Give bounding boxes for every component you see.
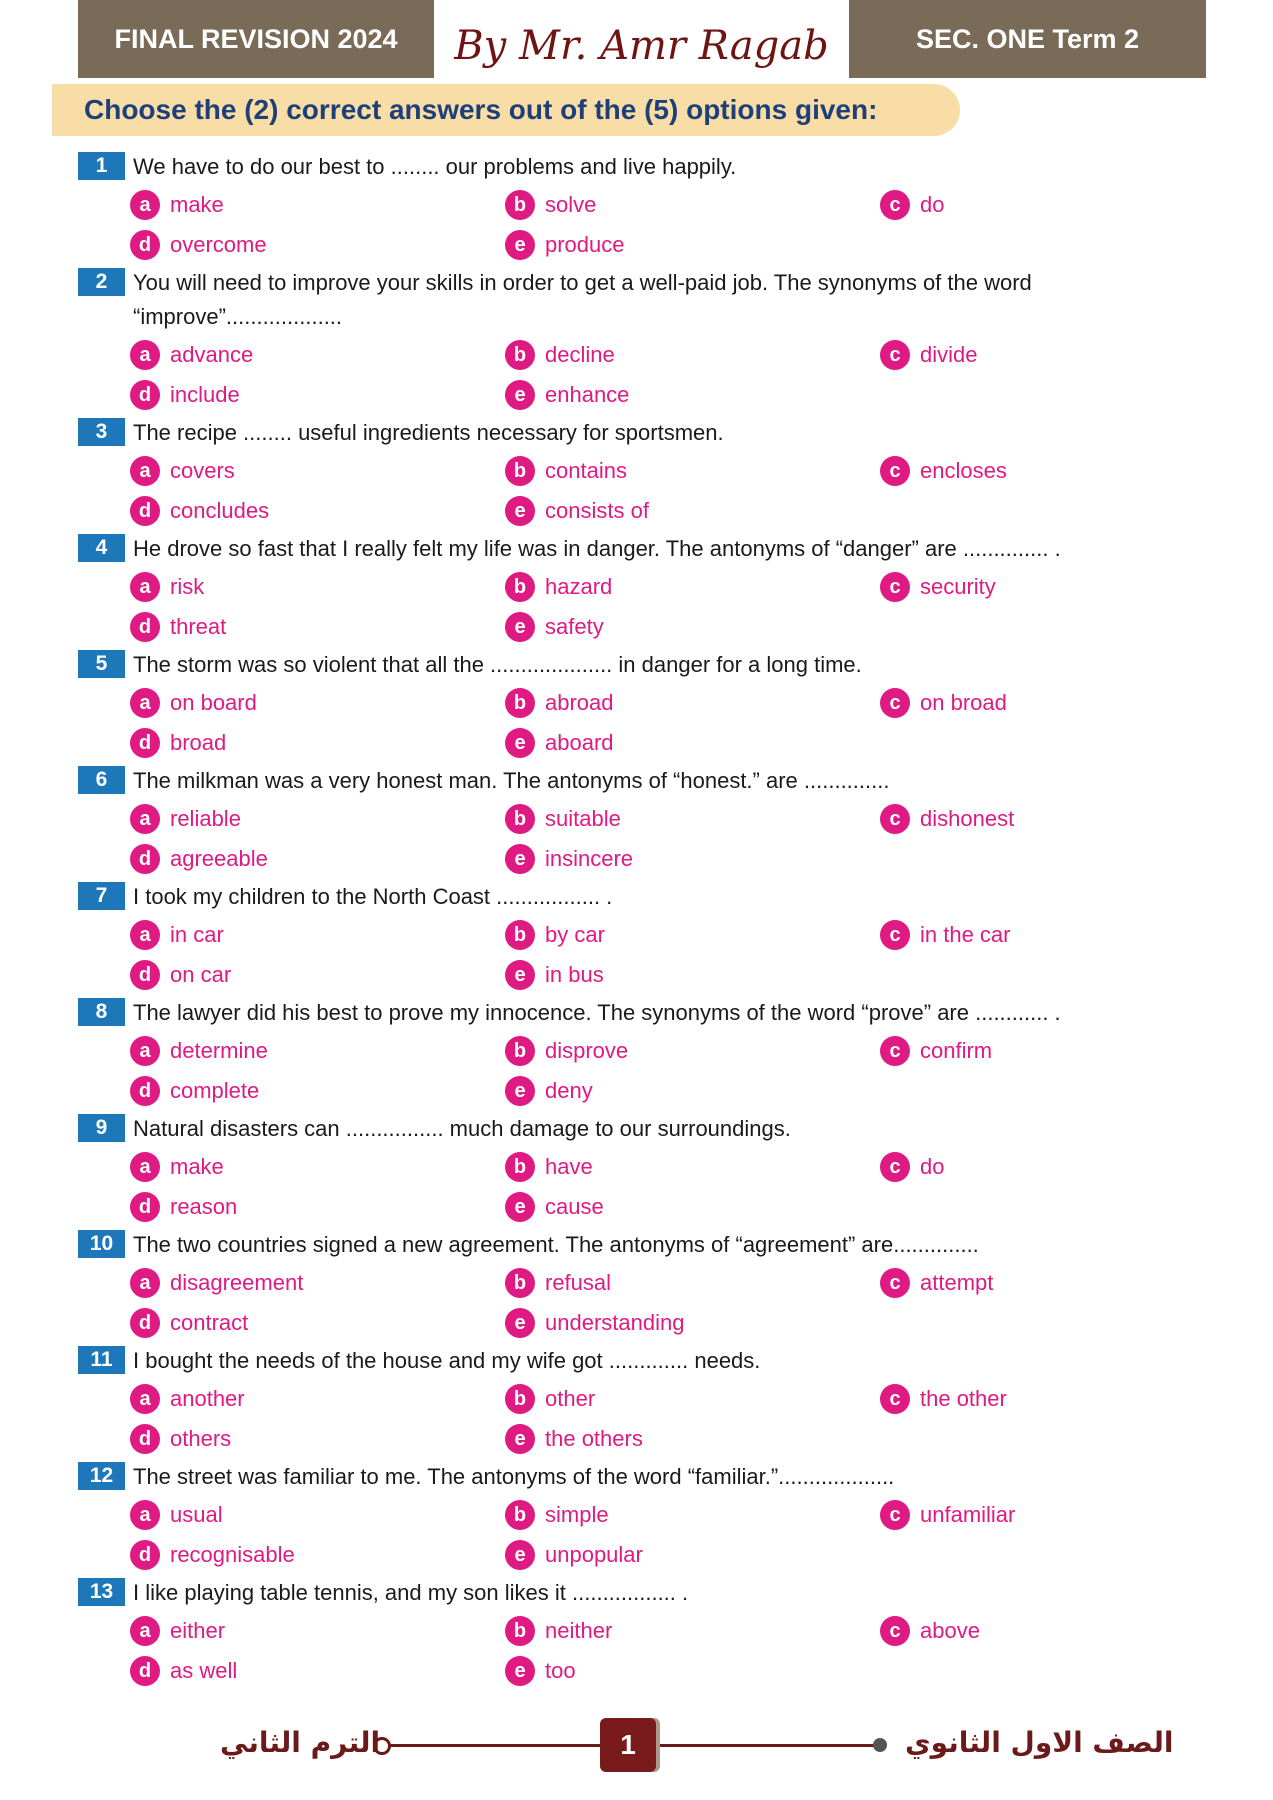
option-letter-badge: d xyxy=(130,496,160,526)
option-label: confirm xyxy=(920,1038,993,1063)
question-text: I like playing table tennis, and my son likes it ................. . xyxy=(133,1580,689,1605)
answer-options xyxy=(78,802,1158,882)
option-letter-badge: c xyxy=(880,804,910,834)
option-letter-badge: e xyxy=(505,1424,535,1454)
answer-options xyxy=(78,338,1158,418)
question-text: The milkman was a very honest man. The antonyms of “honest.” are .............. xyxy=(133,768,890,793)
option-label: on broad xyxy=(920,690,1007,715)
option-label: disagreement xyxy=(170,1270,304,1295)
option-letter-badge: e xyxy=(505,844,535,874)
option-letter-badge: b xyxy=(505,920,535,950)
option-letter-badge: b xyxy=(505,804,535,834)
answer-option-b[interactable] xyxy=(505,188,596,222)
option-letter-badge: c xyxy=(880,1384,910,1414)
answer-option-a[interactable] xyxy=(130,1498,223,1532)
question-number: 3 xyxy=(78,418,125,446)
answer-option-b[interactable] xyxy=(505,454,627,488)
question-number: 2 xyxy=(78,268,125,296)
answer-options xyxy=(78,1034,1158,1114)
option-letter-badge: b xyxy=(505,340,535,370)
option-label: make xyxy=(170,1154,224,1179)
option-letter-badge: a xyxy=(130,456,160,486)
option-letter-badge: e xyxy=(505,728,535,758)
option-label: do xyxy=(920,1154,945,1179)
option-letter-badge: d xyxy=(130,728,160,758)
option-label: unpopular xyxy=(545,1542,643,1567)
answer-option-d[interactable] xyxy=(130,610,226,644)
answer-option-d[interactable] xyxy=(130,378,240,412)
question-text: I bought the needs of the house and my wife got ............. needs. xyxy=(133,1348,761,1373)
footer-dot-ornament xyxy=(873,1738,887,1752)
option-letter-badge: a xyxy=(130,1616,160,1646)
question-block xyxy=(78,1460,1158,1578)
answer-option-a[interactable] xyxy=(130,918,224,952)
question-line xyxy=(78,266,1158,334)
question-text: I took my children to the North Coast ................. . xyxy=(133,884,613,909)
option-letter-badge: d xyxy=(130,1424,160,1454)
option-label: too xyxy=(545,1658,576,1683)
answer-option-d[interactable] xyxy=(130,494,269,528)
option-label: the other xyxy=(920,1386,1007,1411)
answer-option-b[interactable] xyxy=(505,1382,595,1416)
option-label: other xyxy=(545,1386,596,1411)
answer-option-b[interactable] xyxy=(505,918,605,952)
option-label: divide xyxy=(920,342,978,367)
question-line xyxy=(78,150,1158,184)
option-label: security xyxy=(920,574,996,599)
option-letter-badge: b xyxy=(505,1268,535,1298)
option-letter-badge: b xyxy=(505,456,535,486)
answer-options xyxy=(78,188,1158,268)
option-letter-badge: d xyxy=(130,612,160,642)
answer-option-e[interactable] xyxy=(505,610,604,644)
question-block xyxy=(78,764,1158,882)
answer-option-c[interactable] xyxy=(880,802,1014,836)
option-label: disprove xyxy=(545,1038,629,1063)
option-label: abroad xyxy=(545,690,614,715)
option-label: on car xyxy=(170,962,232,987)
option-label: contains xyxy=(545,458,627,483)
answer-option-c[interactable] xyxy=(880,188,944,222)
option-label: include xyxy=(170,382,240,407)
option-label: broad xyxy=(170,730,227,755)
answer-option-b[interactable] xyxy=(505,570,612,604)
page-number: 1 xyxy=(600,1718,656,1772)
question-number: 9 xyxy=(78,1114,125,1142)
question-line xyxy=(78,1460,1158,1494)
option-label: deny xyxy=(545,1078,593,1103)
answer-option-d[interactable] xyxy=(130,1306,248,1340)
question-block xyxy=(78,1576,1158,1694)
answer-option-c[interactable] xyxy=(880,1382,1007,1416)
option-letter-badge: d xyxy=(130,230,160,260)
option-letter-badge: a xyxy=(130,190,160,220)
question-number: 10 xyxy=(78,1230,125,1258)
option-label: make xyxy=(170,192,224,217)
question-line xyxy=(78,1112,1158,1146)
answer-option-c[interactable] xyxy=(880,1034,992,1068)
answer-option-e[interactable] xyxy=(505,494,649,528)
option-letter-badge: b xyxy=(505,572,535,602)
option-label: hazard xyxy=(545,574,613,599)
option-label: by car xyxy=(545,922,605,947)
option-letter-badge: e xyxy=(505,380,535,410)
option-label: complete xyxy=(170,1078,260,1103)
option-letter-badge: c xyxy=(880,190,910,220)
answer-option-c[interactable] xyxy=(880,1150,944,1184)
option-letter-badge: b xyxy=(505,1616,535,1646)
option-label: advance xyxy=(170,342,254,367)
answer-option-d[interactable] xyxy=(130,1422,231,1456)
question-text: The storm was so violent that all the .................... in danger for a long time. xyxy=(133,652,862,677)
answer-option-e[interactable] xyxy=(505,1538,643,1572)
option-label: contract xyxy=(170,1310,249,1335)
question-block xyxy=(78,648,1158,766)
answer-option-e[interactable] xyxy=(505,228,625,262)
answer-option-b[interactable] xyxy=(505,1150,593,1184)
answer-option-c[interactable] xyxy=(880,1498,1015,1532)
answer-option-d[interactable] xyxy=(130,228,267,262)
option-letter-badge: b xyxy=(505,1500,535,1530)
option-letter-badge: e xyxy=(505,612,535,642)
option-letter-badge: e xyxy=(505,1076,535,1106)
question-block xyxy=(78,1112,1158,1230)
option-letter-badge: c xyxy=(880,688,910,718)
option-letter-badge: c xyxy=(880,1036,910,1066)
question-text: Natural disasters can ................ much damage to our surroundings. xyxy=(133,1116,791,1141)
answer-option-d[interactable] xyxy=(130,1074,259,1108)
answer-option-b[interactable] xyxy=(505,1034,628,1068)
option-label: others xyxy=(170,1426,232,1451)
question-number: 12 xyxy=(78,1462,125,1490)
answer-option-a[interactable] xyxy=(130,570,204,604)
answer-option-d[interactable] xyxy=(130,1538,295,1572)
header-right-title: SEC. ONE Term 2 xyxy=(849,0,1206,78)
answer-option-c[interactable] xyxy=(880,338,977,372)
question-text: You will need to improve your skills in order to get a well-paid job. The synonyms of the word “improve”................... xyxy=(133,270,1032,329)
option-letter-badge: e xyxy=(505,1192,535,1222)
answer-option-a[interactable] xyxy=(130,802,241,836)
option-letter-badge: e xyxy=(505,1540,535,1570)
option-label: neither xyxy=(545,1618,613,1643)
answer-options xyxy=(78,454,1158,534)
question-block xyxy=(78,416,1158,534)
answer-options xyxy=(78,686,1158,766)
question-block xyxy=(78,1344,1158,1462)
option-label: aboard xyxy=(545,730,614,755)
answer-option-e[interactable] xyxy=(505,378,629,412)
answer-option-e[interactable] xyxy=(505,958,604,992)
option-label: reason xyxy=(170,1194,238,1219)
answer-option-e[interactable] xyxy=(505,1074,593,1108)
answer-options xyxy=(78,1382,1158,1462)
option-letter-badge: b xyxy=(505,1152,535,1182)
option-label: in the car xyxy=(920,922,1011,947)
option-label: on board xyxy=(170,690,257,715)
answer-option-c[interactable] xyxy=(880,570,996,604)
answer-option-b[interactable] xyxy=(505,338,615,372)
answer-options xyxy=(78,570,1158,650)
option-letter-badge: e xyxy=(505,1308,535,1338)
option-label: do xyxy=(920,192,945,217)
answer-option-a[interactable] xyxy=(130,338,253,372)
option-letter-badge: a xyxy=(130,1384,160,1414)
option-letter-badge: e xyxy=(505,230,535,260)
answer-option-c[interactable] xyxy=(880,686,1007,720)
option-letter-badge: a xyxy=(130,572,160,602)
option-letter-badge: c xyxy=(880,1268,910,1298)
answer-option-d[interactable] xyxy=(130,842,268,876)
option-letter-badge: d xyxy=(130,1540,160,1570)
answer-option-d[interactable] xyxy=(130,1190,237,1224)
option-label: determine xyxy=(170,1038,268,1063)
option-letter-badge: b xyxy=(505,1036,535,1066)
option-label: the others xyxy=(545,1426,643,1451)
answer-option-c[interactable] xyxy=(880,918,1011,952)
option-label: another xyxy=(170,1386,245,1411)
question-line xyxy=(78,996,1158,1030)
option-letter-badge: e xyxy=(505,1656,535,1686)
option-label: concludes xyxy=(170,498,270,523)
option-label: dishonest xyxy=(920,806,1015,831)
answer-option-e[interactable] xyxy=(505,1190,604,1224)
answer-option-e[interactable] xyxy=(505,1306,684,1340)
answer-options xyxy=(78,1266,1158,1346)
option-letter-badge: c xyxy=(880,1152,910,1182)
option-letter-badge: e xyxy=(505,960,535,990)
question-number: 4 xyxy=(78,534,125,562)
option-label: understanding xyxy=(545,1310,685,1335)
question-number: 13 xyxy=(78,1578,125,1606)
option-letter-badge: a xyxy=(130,1036,160,1066)
answer-option-a[interactable] xyxy=(130,1382,245,1416)
option-label: consists of xyxy=(545,498,649,523)
answer-option-a[interactable] xyxy=(130,188,224,222)
option-label: reliable xyxy=(170,806,241,831)
footer-grade-label: الصف الاول الثانوي xyxy=(905,1726,1174,1759)
option-letter-badge: d xyxy=(130,844,160,874)
answer-options xyxy=(78,918,1158,998)
option-label: have xyxy=(545,1154,593,1179)
option-letter-badge: b xyxy=(505,688,535,718)
option-letter-badge: d xyxy=(130,380,160,410)
question-line xyxy=(78,416,1158,450)
header-left-title: FINAL REVISION 2024 xyxy=(78,0,434,78)
answer-option-b[interactable] xyxy=(505,1614,612,1648)
instruction-banner: Choose the (2) correct answers out of the (5) options given: xyxy=(52,84,960,136)
answer-option-a[interactable] xyxy=(130,686,257,720)
option-letter-badge: c xyxy=(880,572,910,602)
option-label: refusal xyxy=(545,1270,612,1295)
question-text: The lawyer did his best to prove my innocence. The synonyms of the word “prove” are ............ . xyxy=(133,1000,1061,1025)
option-letter-badge: c xyxy=(880,456,910,486)
question-number: 1 xyxy=(78,152,125,180)
answer-option-b[interactable] xyxy=(505,686,614,720)
question-text: The recipe ........ useful ingredients necessary for sportsmen. xyxy=(133,420,724,445)
question-line xyxy=(78,1344,1158,1378)
answer-option-e[interactable] xyxy=(505,726,614,760)
question-number: 6 xyxy=(78,766,125,794)
answer-option-e[interactable] xyxy=(505,842,633,876)
option-letter-badge: c xyxy=(880,1500,910,1530)
answer-option-d[interactable] xyxy=(130,726,226,760)
option-label: safety xyxy=(545,614,604,639)
question-block xyxy=(78,996,1158,1114)
question-block xyxy=(78,266,1158,418)
question-text: The two countries signed a new agreement. The antonyms of “agreement” are.............. xyxy=(133,1232,979,1257)
question-text: We have to do our best to ........ our problems and live happily. xyxy=(133,154,737,179)
answer-option-c[interactable] xyxy=(880,1266,993,1300)
option-label: threat xyxy=(170,614,227,639)
option-label: insincere xyxy=(545,846,634,871)
option-label: unfamiliar xyxy=(920,1502,1016,1527)
option-label: produce xyxy=(545,232,625,257)
option-label: as well xyxy=(170,1658,238,1683)
answer-option-d[interactable] xyxy=(130,958,231,992)
question-block xyxy=(78,532,1158,650)
option-label: suitable xyxy=(545,806,621,831)
answer-options xyxy=(78,1150,1158,1230)
answer-option-a[interactable] xyxy=(130,1150,224,1184)
answer-options xyxy=(78,1614,1158,1694)
option-letter-badge: a xyxy=(130,1268,160,1298)
question-line xyxy=(78,1228,1158,1262)
option-letter-badge: a xyxy=(130,1152,160,1182)
option-label: cause xyxy=(545,1194,604,1219)
question-line xyxy=(78,648,1158,682)
question-text: The street was familiar to me. The antonyms of the word “familiar.”................... xyxy=(133,1464,895,1489)
answer-option-e[interactable] xyxy=(505,1654,576,1688)
answer-option-a[interactable] xyxy=(130,1614,225,1648)
question-block xyxy=(78,150,1158,268)
answer-options xyxy=(78,1498,1158,1578)
answer-option-b[interactable] xyxy=(505,802,621,836)
option-letter-badge: c xyxy=(880,340,910,370)
question-line xyxy=(78,880,1158,914)
option-label: solve xyxy=(545,192,597,217)
option-letter-badge: a xyxy=(130,1500,160,1530)
option-letter-badge: c xyxy=(880,1616,910,1646)
question-number: 11 xyxy=(78,1346,125,1374)
answer-option-e[interactable] xyxy=(505,1422,643,1456)
question-line xyxy=(78,1576,1158,1610)
option-label: covers xyxy=(170,458,235,483)
option-letter-badge: d xyxy=(130,1308,160,1338)
option-letter-badge: d xyxy=(130,1192,160,1222)
option-letter-badge: a xyxy=(130,340,160,370)
footer-term-label: الترم الثاني xyxy=(220,1726,381,1759)
option-label: risk xyxy=(170,574,205,599)
option-letter-badge: a xyxy=(130,688,160,718)
question-line xyxy=(78,532,1158,566)
option-label: simple xyxy=(545,1502,609,1527)
answer-option-b[interactable] xyxy=(505,1266,611,1300)
question-number: 7 xyxy=(78,882,125,910)
answer-option-c[interactable] xyxy=(880,454,1007,488)
option-label: either xyxy=(170,1618,226,1643)
question-text: He drove so fast that I really felt my life was in danger. The antonyms of “danger” are .............. . xyxy=(133,536,1061,561)
option-label: decline xyxy=(545,342,615,367)
option-letter-badge: b xyxy=(505,190,535,220)
answer-option-a[interactable] xyxy=(130,454,235,488)
answer-option-a[interactable] xyxy=(130,1266,303,1300)
answer-option-d[interactable] xyxy=(130,1654,237,1688)
option-letter-badge: d xyxy=(130,960,160,990)
option-label: agreeable xyxy=(170,846,268,871)
question-block xyxy=(78,1228,1158,1346)
option-letter-badge: e xyxy=(505,496,535,526)
question-number: 8 xyxy=(78,998,125,1026)
option-letter-badge: d xyxy=(130,1656,160,1686)
question-line xyxy=(78,764,1158,798)
option-label: usual xyxy=(170,1502,223,1527)
option-letter-badge: a xyxy=(130,920,160,950)
option-label: attempt xyxy=(920,1270,994,1295)
option-letter-badge: a xyxy=(130,804,160,834)
option-letter-badge: d xyxy=(130,1076,160,1106)
option-label: above xyxy=(920,1618,980,1643)
question-block xyxy=(78,880,1158,998)
answer-option-c[interactable] xyxy=(880,1614,980,1648)
option-letter-badge: c xyxy=(880,920,910,950)
question-number: 5 xyxy=(78,650,125,678)
option-label: recognisable xyxy=(170,1542,295,1567)
option-label: encloses xyxy=(920,458,1007,483)
option-label: overcome xyxy=(170,232,267,257)
option-label: in car xyxy=(170,922,224,947)
option-label: enhance xyxy=(545,382,630,407)
option-label: in bus xyxy=(545,962,604,987)
option-letter-badge: b xyxy=(505,1384,535,1414)
answer-option-a[interactable] xyxy=(130,1034,268,1068)
answer-option-b[interactable] xyxy=(505,1498,609,1532)
header-author: By Mr. Amr Ragab xyxy=(454,23,829,69)
